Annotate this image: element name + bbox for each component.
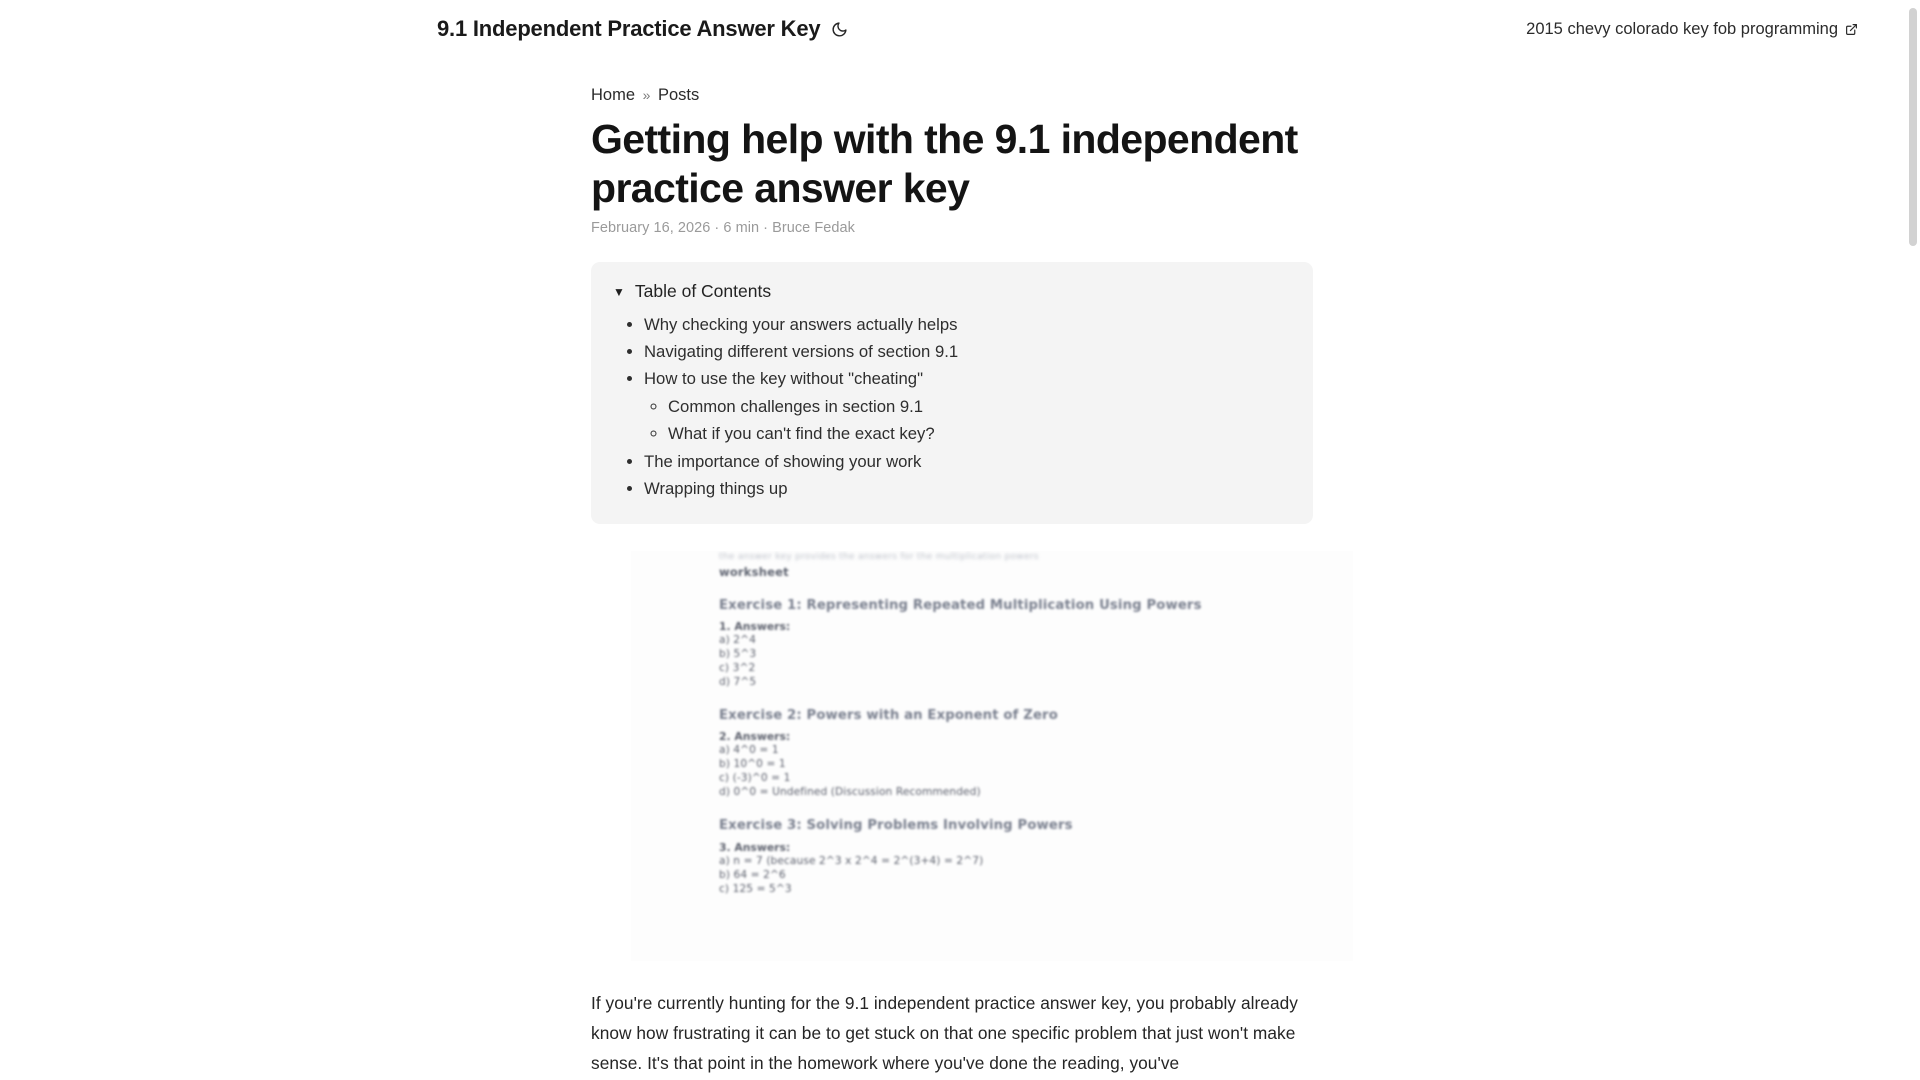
scan-lead-line: worksheet: [719, 564, 789, 579]
caret-down-icon: ▼: [613, 284, 625, 299]
scrollbar[interactable]: [1906, 0, 1920, 1080]
scan-exercise-title: Exercise 1: Representing Repeated Multiplication Using Powers: [719, 597, 1202, 613]
toc-sublink[interactable]: What if you can't find the exact key?: [668, 423, 935, 443]
body-paragraph: If you're currently hunting for the 9.1 independent practice answer key, you probably already know how frustrating it can be to get stuck on that one specific problem that just won't make sense. It's that point in the homework where you've done the reading, you've: [591, 993, 1298, 1073]
scan-answer-line: d) 7^5: [719, 675, 757, 688]
toc-item[interactable]: [644, 449, 1291, 476]
toc-sublist: [644, 393, 1291, 447]
scan-answer-line: b) 5^3: [719, 647, 757, 660]
scan-answers-head: 3. Answers:: [719, 840, 791, 854]
breadcrumb-separator: »: [642, 87, 651, 103]
scan-exercise-title: Exercise 3: Solving Problems Involving Powers: [719, 818, 1073, 834]
external-link-icon: [1845, 23, 1858, 36]
scan-answers-head: 1. Answers:: [719, 619, 791, 633]
moon-icon[interactable]: [831, 21, 848, 38]
toc-item[interactable]: [644, 476, 1291, 503]
post-meta: February 16, 2026 · 6 min · Bruce Fedak: [591, 220, 855, 237]
breadcrumb-posts[interactable]: Posts: [658, 86, 700, 104]
scan-answer-line: c) (-3)^0 = 1: [719, 772, 791, 785]
scan-answer-line: b) 10^0 = 1: [719, 758, 786, 771]
site-header: [0, 0, 1898, 58]
site-title[interactable]: 9.1 Independent Practice Answer Key: [437, 16, 821, 41]
article: [591, 86, 1313, 1080]
toc-link[interactable]: Navigating different versions of section 9.1: [644, 341, 959, 361]
scan-content: [631, 551, 1353, 895]
toc-sublink[interactable]: Common challenges in section 9.1: [668, 396, 924, 416]
scan-answers-head: 2. Answers:: [719, 730, 791, 744]
toc-item[interactable]: [644, 338, 1291, 365]
toc-subitem[interactable]: [668, 393, 1291, 420]
scan-answer-line: b) 64 = 2^6: [719, 868, 786, 881]
toc-item[interactable]: [644, 311, 1291, 338]
scan-faint-line: the answer key provides the answers for the multiplication powers: [719, 552, 1039, 563]
toc-link[interactable]: Wrapping things up: [644, 479, 788, 499]
breadcrumb: [591, 86, 1313, 106]
header-external-link-label: 2015 chevy colorado key fob programming: [1526, 19, 1838, 38]
toc-link[interactable]: Why checking your answers actually helps: [644, 314, 958, 334]
toc-link[interactable]: How to use the key without "cheating": [644, 368, 924, 388]
table-of-contents: [591, 262, 1313, 524]
toc-item[interactable]: [644, 365, 1291, 449]
page-title: Getting help with the 9.1 independent practice answer key: [591, 115, 1298, 211]
scan-answer-line: c) 125 = 5^3: [719, 882, 792, 895]
toc-link[interactable]: The importance of showing your work: [644, 452, 922, 472]
scan-answer-line: c) 3^2: [719, 661, 756, 674]
toc-list: [613, 311, 1291, 502]
post-body: [591, 989, 1313, 1078]
worksheet-answer-key-scan: [631, 551, 1353, 961]
toc-label: Table of Contents: [634, 281, 772, 302]
brand[interactable]: [437, 18, 848, 40]
scan-answer-line: a) n = 7 (because 2^3 x 2^4 = 2^(3+4) = 2^7): [719, 854, 984, 867]
scan-answer-line: a) 4^0 = 1: [719, 744, 779, 757]
toc-toggle[interactable]: [613, 281, 1291, 302]
scan-exercise-title: Exercise 2: Powers with an Exponent of Zero: [719, 708, 1058, 724]
scrollbar-thumb[interactable]: [1909, 8, 1917, 246]
scan-answer-line: a) 2^4: [719, 633, 756, 646]
header-external-link[interactable]: [1526, 20, 1858, 39]
scan-answer-line: d) 0^0 = Undefined (Discussion Recommended): [719, 786, 981, 799]
toc-subitem[interactable]: [668, 420, 1291, 447]
breadcrumb-home[interactable]: Home: [591, 86, 636, 104]
